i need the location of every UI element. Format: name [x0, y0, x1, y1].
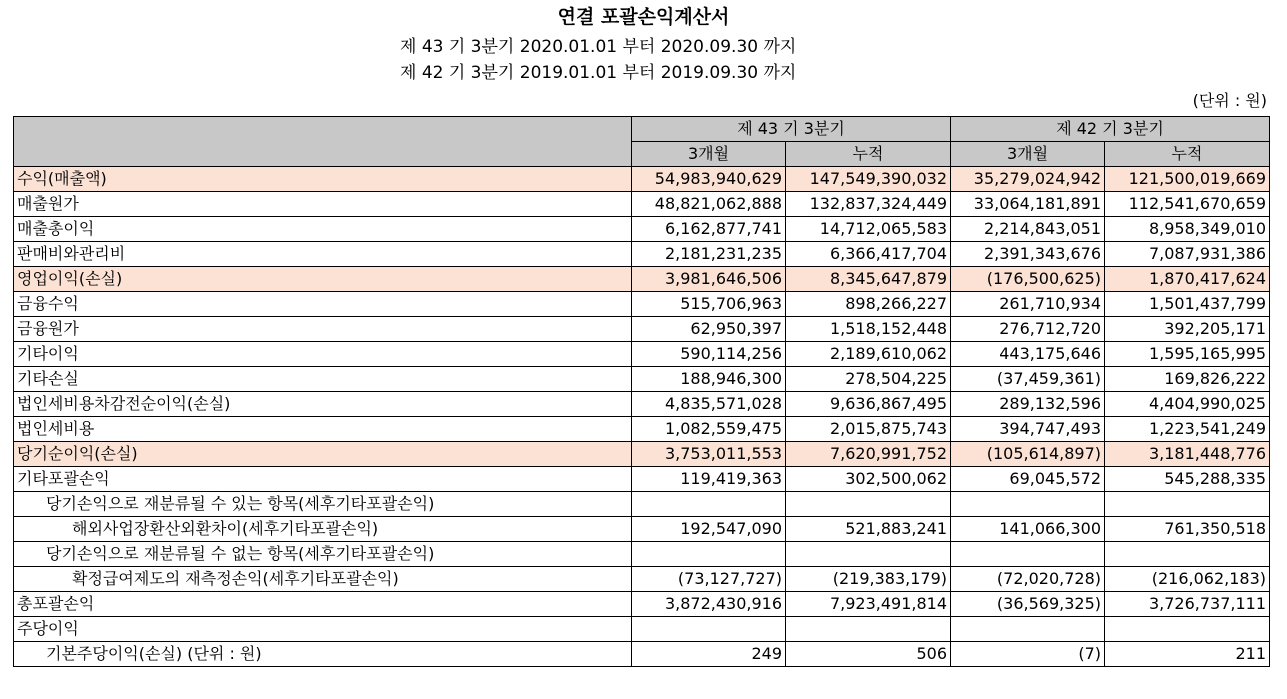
value-prior-three-months: 141,066,300 — [951, 517, 1105, 542]
value-current-three-months: 6,162,877,741 — [632, 217, 786, 242]
row-label: 법인세비용 — [14, 417, 632, 442]
value-prior-cumulative: 211 — [1105, 642, 1270, 667]
value-prior-three-months: 33,064,181,891 — [951, 192, 1105, 217]
value-prior-three-months: 394,747,493 — [951, 417, 1105, 442]
value-prior-three-months: (105,614,897) — [951, 442, 1105, 467]
value-prior-three-months: 69,045,572 — [951, 467, 1105, 492]
value-prior-three-months: (7) — [951, 642, 1105, 667]
table-row — [14, 217, 1270, 242]
table-row — [14, 392, 1270, 417]
value-prior-three-months: (176,500,625) — [951, 267, 1105, 292]
value-current-cumulative: 132,837,324,449 — [786, 192, 951, 217]
value-prior-three-months: 289,132,596 — [951, 392, 1105, 417]
row-label: 영업이익(손실) — [14, 267, 632, 292]
row-label: 총포괄손익 — [14, 592, 632, 617]
value-current-cumulative: 521,883,241 — [786, 517, 951, 542]
value-current-three-months: 54,983,940,629 — [632, 167, 786, 192]
row-label: 매출원가 — [14, 192, 632, 217]
table-row — [14, 517, 1270, 542]
value-current-three-months: 2,181,231,235 — [632, 242, 786, 267]
value-prior-cumulative: 3,181,448,776 — [1105, 442, 1270, 467]
table-row — [14, 542, 1270, 567]
value-current-three-months — [632, 542, 786, 567]
row-label: 금융수익 — [14, 292, 632, 317]
row-label: 기본주당이익(손실) (단위 : 원) — [14, 642, 632, 667]
row-label: 당기손익으로 재분류될 수 없는 항목(세후기타포괄손익) — [14, 542, 632, 567]
value-prior-three-months: (36,569,325) — [951, 592, 1105, 617]
table-row — [14, 242, 1270, 267]
row-label: 금융원가 — [14, 317, 632, 342]
value-prior-three-months: (72,020,728) — [951, 567, 1105, 592]
table-row — [14, 367, 1270, 392]
header-prior-three-months: 3개월 — [951, 142, 1105, 167]
value-current-cumulative: 9,636,867,495 — [786, 392, 951, 417]
value-current-three-months: 192,547,090 — [632, 517, 786, 542]
value-prior-cumulative — [1105, 542, 1270, 567]
value-prior-three-months: 2,214,843,051 — [951, 217, 1105, 242]
header-prior-period: 제 42 기 3분기 — [951, 117, 1270, 142]
value-current-three-months: 188,946,300 — [632, 367, 786, 392]
value-current-cumulative: 6,366,417,704 — [786, 242, 951, 267]
value-prior-cumulative: 8,958,349,010 — [1105, 217, 1270, 242]
header-current-period: 제 43 기 3분기 — [632, 117, 951, 142]
value-prior-three-months: 276,712,720 — [951, 317, 1105, 342]
header-prior-cumulative: 누적 — [1105, 142, 1270, 167]
value-current-three-months: 119,419,363 — [632, 467, 786, 492]
value-prior-three-months — [951, 617, 1105, 642]
value-current-cumulative — [786, 492, 951, 517]
value-current-three-months: 3,872,430,916 — [632, 592, 786, 617]
value-prior-cumulative: 1,223,541,249 — [1105, 417, 1270, 442]
table-row — [14, 567, 1270, 592]
header-item-cell — [14, 117, 632, 167]
value-current-three-months — [632, 492, 786, 517]
row-label: 확정급여제도의 재측정손익(세후기타포괄손익) — [14, 567, 632, 592]
value-current-three-months: 62,950,397 — [632, 317, 786, 342]
value-current-three-months: 3,753,011,553 — [632, 442, 786, 467]
row-label: 매출총이익 — [14, 217, 632, 242]
table-row — [14, 642, 1270, 667]
value-current-cumulative: 147,549,390,032 — [786, 167, 951, 192]
value-current-cumulative — [786, 542, 951, 567]
row-label: 기타손실 — [14, 367, 632, 392]
value-current-cumulative: 278,504,225 — [786, 367, 951, 392]
value-current-cumulative: 7,620,991,752 — [786, 442, 951, 467]
value-current-cumulative: 1,518,152,448 — [786, 317, 951, 342]
value-prior-cumulative: (216,062,183) — [1105, 567, 1270, 592]
row-label: 주당이익 — [14, 617, 632, 642]
value-current-three-months: 3,981,646,506 — [632, 267, 786, 292]
value-current-three-months: 1,082,559,475 — [632, 417, 786, 442]
value-current-cumulative: 8,345,647,879 — [786, 267, 951, 292]
statement-title: 연결 포괄손익계산서 — [557, 6, 730, 28]
value-prior-cumulative: 112,541,670,659 — [1105, 192, 1270, 217]
row-label: 법인세비용차감전순이익(손실) — [14, 392, 632, 417]
value-prior-three-months — [951, 542, 1105, 567]
table-row — [14, 617, 1270, 642]
table-row — [14, 317, 1270, 342]
value-current-three-months: (73,127,727) — [632, 567, 786, 592]
row-label: 수익(매출액) — [14, 167, 632, 192]
table-row — [14, 192, 1270, 217]
value-prior-cumulative — [1105, 617, 1270, 642]
value-current-three-months: 249 — [632, 642, 786, 667]
value-prior-cumulative: 545,288,335 — [1105, 467, 1270, 492]
value-current-cumulative: 2,015,875,743 — [786, 417, 951, 442]
value-prior-cumulative: 169,826,222 — [1105, 367, 1270, 392]
header-current-three-months: 3개월 — [632, 142, 786, 167]
header-current-cumulative: 누적 — [786, 142, 951, 167]
value-prior-three-months: 2,391,343,676 — [951, 242, 1105, 267]
row-label: 당기순이익(손실) — [14, 442, 632, 467]
value-current-cumulative: 302,500,062 — [786, 467, 951, 492]
value-current-three-months — [632, 617, 786, 642]
value-prior-cumulative: 121,500,019,669 — [1105, 167, 1270, 192]
value-prior-cumulative: 761,350,518 — [1105, 517, 1270, 542]
value-current-three-months: 48,821,062,888 — [632, 192, 786, 217]
unit-label: (단위 : 원) — [1192, 91, 1267, 110]
table-row — [14, 467, 1270, 492]
value-prior-three-months — [951, 492, 1105, 517]
value-prior-three-months: 35,279,024,942 — [951, 167, 1105, 192]
table-row — [14, 442, 1270, 467]
value-current-cumulative: 2,189,610,062 — [786, 342, 951, 367]
value-current-cumulative: 7,923,491,814 — [786, 592, 951, 617]
value-prior-cumulative: 1,595,165,995 — [1105, 342, 1270, 367]
current-period-range: 제 43 기 3분기 2020.01.01 부터 2020.09.30 까지 — [400, 37, 797, 57]
value-prior-cumulative — [1105, 492, 1270, 517]
value-prior-cumulative: 4,404,990,025 — [1105, 392, 1270, 417]
row-label: 기타이익 — [14, 342, 632, 367]
prior-period-range: 제 42 기 3분기 2019.01.01 부터 2019.09.30 까지 — [400, 63, 797, 83]
table-row — [14, 342, 1270, 367]
value-prior-cumulative: 1,870,417,624 — [1105, 267, 1270, 292]
value-current-three-months: 515,706,963 — [632, 292, 786, 317]
value-prior-three-months: 261,710,934 — [951, 292, 1105, 317]
value-prior-cumulative: 3,726,737,111 — [1105, 592, 1270, 617]
row-label: 판매비와관리비 — [14, 242, 632, 267]
value-current-cumulative: 506 — [786, 642, 951, 667]
table-row — [14, 592, 1270, 617]
table-row — [14, 167, 1270, 192]
table-row — [14, 492, 1270, 517]
value-current-cumulative: 14,712,065,583 — [786, 217, 951, 242]
table-row — [14, 267, 1270, 292]
value-prior-three-months: (37,459,361) — [951, 367, 1105, 392]
value-current-cumulative: 898,266,227 — [786, 292, 951, 317]
value-prior-cumulative: 7,087,931,386 — [1105, 242, 1270, 267]
income-statement-table — [13, 116, 1270, 667]
value-prior-cumulative: 392,205,171 — [1105, 317, 1270, 342]
row-label: 해외사업장환산외환차이(세후기타포괄손익) — [14, 517, 632, 542]
value-current-three-months: 590,114,256 — [632, 342, 786, 367]
value-current-cumulative — [786, 617, 951, 642]
value-current-three-months: 4,835,571,028 — [632, 392, 786, 417]
table-row — [14, 417, 1270, 442]
value-current-cumulative: (219,383,179) — [786, 567, 951, 592]
row-label: 당기손익으로 재분류될 수 있는 항목(세후기타포괄손익) — [14, 492, 632, 517]
header-row-periods — [14, 117, 1270, 142]
row-label: 기타포괄손익 — [14, 467, 632, 492]
value-prior-three-months: 443,175,646 — [951, 342, 1105, 367]
table-row — [14, 292, 1270, 317]
value-prior-cumulative: 1,501,437,799 — [1105, 292, 1270, 317]
